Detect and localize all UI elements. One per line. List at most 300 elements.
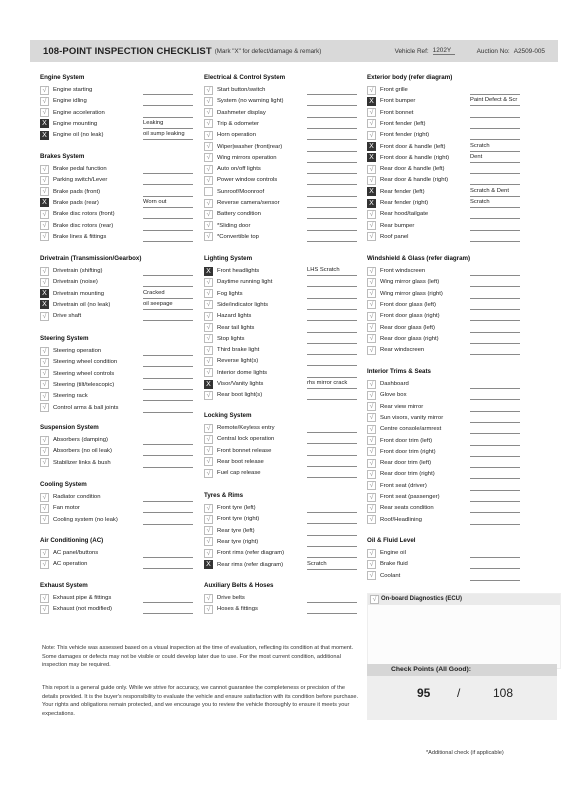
section-title: Oil & Fluid Level <box>367 537 416 544</box>
item-label: Sunroof/Moonroof <box>217 188 265 195</box>
checklist-row <box>40 311 193 321</box>
item-label: AC panel/buttons <box>53 550 99 556</box>
check-box[interactable]: √ <box>367 86 376 95</box>
defect-mark[interactable]: X <box>40 119 49 128</box>
check-box[interactable]: √ <box>204 176 213 185</box>
checklist-row <box>204 468 357 478</box>
remark-field[interactable]: Leaking <box>143 119 193 129</box>
item-label: Roof panel <box>380 233 409 240</box>
defect-mark[interactable]: X <box>40 300 49 309</box>
remark-field[interactable] <box>470 323 520 333</box>
check-box[interactable]: √ <box>40 515 49 524</box>
check-box[interactable]: √ <box>367 391 376 400</box>
remark-field[interactable] <box>307 232 357 242</box>
score-separator: / <box>457 686 461 700</box>
check-box[interactable]: √ <box>204 526 213 535</box>
remark-field[interactable]: oil sump leaking <box>143 130 193 140</box>
check-box[interactable]: √ <box>204 334 213 343</box>
remark-field[interactable] <box>143 221 193 231</box>
check-box[interactable]: √ <box>367 481 376 490</box>
score-box <box>367 664 557 720</box>
remark-field[interactable] <box>307 130 357 140</box>
remark-field[interactable] <box>143 458 193 468</box>
defect-mark[interactable]: X <box>40 131 49 140</box>
remark-field[interactable] <box>143 277 193 287</box>
check-box[interactable] <box>204 187 213 196</box>
remark-field[interactable] <box>470 481 520 491</box>
checklist-row <box>40 391 193 401</box>
checklist-row <box>40 232 193 242</box>
check-box[interactable]: √ <box>204 289 213 298</box>
remark-field[interactable]: Scratch <box>470 198 520 208</box>
checklist-row <box>204 390 357 400</box>
remark-field[interactable] <box>307 85 357 95</box>
remark-field[interactable] <box>307 468 357 478</box>
check-box[interactable]: √ <box>204 424 213 433</box>
check-box[interactable]: √ <box>40 549 49 558</box>
remark-field[interactable] <box>307 390 357 400</box>
checklist-row <box>367 153 520 163</box>
checklist-row <box>367 436 520 446</box>
check-box[interactable]: √ <box>367 289 376 298</box>
remark-field[interactable] <box>470 379 520 389</box>
remark-field[interactable]: LHS Scratch <box>307 266 357 276</box>
checklist-row <box>367 345 520 355</box>
check-box[interactable]: √ <box>40 436 49 445</box>
remark-field[interactable] <box>470 436 520 446</box>
remark-field[interactable] <box>307 604 357 614</box>
checklist-row <box>204 323 357 333</box>
remark-field[interactable] <box>307 277 357 287</box>
check-box[interactable]: √ <box>204 357 213 366</box>
item-label: Rear tyre (left) <box>217 527 255 534</box>
remark-field[interactable] <box>307 175 357 185</box>
check-box[interactable]: √ <box>367 176 376 185</box>
item-label: Steering wheel condition <box>53 359 118 366</box>
remark-field[interactable] <box>470 402 520 412</box>
item-label: Front bumper <box>380 98 416 105</box>
check-box[interactable]: √ <box>40 97 49 106</box>
check-box[interactable]: √ <box>40 369 49 378</box>
checklist-row <box>40 559 193 569</box>
check-box[interactable]: √ <box>367 108 376 117</box>
remark-field[interactable] <box>470 130 520 140</box>
check-box[interactable]: √ <box>204 594 213 603</box>
check-box[interactable]: √ <box>367 425 376 434</box>
remark-field[interactable] <box>307 434 357 444</box>
remark-field[interactable] <box>307 221 357 231</box>
remark-field[interactable] <box>143 446 193 456</box>
remark-field[interactable] <box>143 503 193 513</box>
checklist-row <box>40 175 193 185</box>
checklist-row <box>204 604 357 614</box>
remark-field[interactable] <box>470 345 520 355</box>
remark-field[interactable] <box>470 221 520 231</box>
item-label: Rear door & handle (right) <box>380 177 449 184</box>
check-box[interactable]: √ <box>367 300 376 309</box>
check-box[interactable]: √ <box>204 446 213 455</box>
remark-field[interactable] <box>307 514 357 524</box>
check-box[interactable]: √ <box>40 232 49 241</box>
remark-field[interactable] <box>143 175 193 185</box>
remark-field[interactable] <box>307 593 357 603</box>
check-box[interactable]: √ <box>204 469 213 478</box>
check-box[interactable]: √ <box>204 368 213 377</box>
item-label: Centre console/armrest <box>380 426 442 433</box>
check-box[interactable]: √ <box>40 504 49 513</box>
checklist-row <box>40 130 193 140</box>
check-box[interactable]: √ <box>367 334 376 343</box>
check-box[interactable]: √ <box>40 267 49 276</box>
remark-field[interactable] <box>143 108 193 118</box>
remark-field[interactable] <box>143 187 193 197</box>
check-box[interactable]: √ <box>40 380 49 389</box>
check-box[interactable]: √ <box>204 323 213 332</box>
remark-field[interactable] <box>307 187 357 197</box>
note-paragraph: Note: This vehicle was assessed based on a visual inspection at the time of evaluation, reflecting its condition at that moment. Some damages or defects may not be visible or could develop later due to use. For the most current condition, additional inspection may be required. <box>42 645 354 669</box>
item-label: Drivetrain oil (no leak) <box>53 301 111 308</box>
item-label: Drivetrain (noise) <box>53 279 98 286</box>
check-box[interactable]: √ <box>204 97 213 106</box>
checklist-row <box>367 548 520 558</box>
remark-field[interactable] <box>470 164 520 174</box>
checklist-row <box>367 289 520 299</box>
remark-field[interactable] <box>470 413 520 423</box>
check-box[interactable]: √ <box>204 278 213 287</box>
remark-field[interactable] <box>143 346 193 356</box>
item-label: Parking switch/Lever <box>53 177 108 184</box>
checklist-row <box>367 175 520 185</box>
remark-field[interactable] <box>143 515 193 525</box>
check-box[interactable]: √ <box>40 458 49 467</box>
remark-field[interactable]: Cracked <box>143 289 193 299</box>
remark-field[interactable] <box>307 108 357 118</box>
remark-field[interactable] <box>307 153 357 163</box>
remark-field[interactable] <box>470 85 520 95</box>
remark-field[interactable] <box>307 457 357 467</box>
remark-field[interactable] <box>470 571 520 581</box>
check-box[interactable]: √ <box>367 119 376 128</box>
defect-mark[interactable]: X <box>367 187 376 196</box>
defect-mark[interactable]: X <box>367 97 376 106</box>
check-box[interactable]: √ <box>204 300 213 309</box>
vehicle-ref-value: 1202Y <box>433 47 455 55</box>
check-box[interactable]: √ <box>204 221 213 230</box>
check-box[interactable]: √ <box>367 232 376 241</box>
remark-field[interactable]: Worn out <box>143 198 193 208</box>
check-box[interactable]: √ <box>367 165 376 174</box>
check-box[interactable]: √ <box>367 221 376 230</box>
remark-field[interactable] <box>143 369 193 379</box>
check-box[interactable]: √ <box>40 210 49 219</box>
remark-field[interactable] <box>470 300 520 310</box>
defect-mark[interactable]: X <box>367 153 376 162</box>
check-box[interactable]: √ <box>40 221 49 230</box>
remark-field[interactable] <box>470 447 520 457</box>
remark-field[interactable] <box>307 345 357 355</box>
checklist-row <box>367 458 520 468</box>
check-box[interactable]: √ <box>40 447 49 456</box>
item-label: Power window controls <box>217 177 278 184</box>
remark-field[interactable] <box>470 277 520 287</box>
item-label: *Convertible top <box>217 233 259 240</box>
remark-field[interactable] <box>470 548 520 558</box>
check-box[interactable]: √ <box>204 131 213 140</box>
check-box[interactable]: √ <box>40 605 49 614</box>
check-box[interactable]: √ <box>367 210 376 219</box>
check-box[interactable]: √ <box>204 537 213 546</box>
checklist-row <box>40 277 193 287</box>
item-label: Steering rack <box>53 393 88 400</box>
obd-panel <box>367 593 561 669</box>
remark-field[interactable] <box>143 311 193 321</box>
remark-field[interactable]: Scratch <box>470 142 520 152</box>
item-label: Rear windscreen <box>380 347 425 354</box>
item-label: Coolant <box>380 572 401 579</box>
remark-field[interactable] <box>307 537 357 547</box>
item-label: Brake disc rotors (rear) <box>53 222 114 229</box>
remark-field[interactable] <box>307 334 357 344</box>
check-box[interactable]: √ <box>367 402 376 411</box>
check-box[interactable]: √ <box>367 413 376 422</box>
remark-field[interactable] <box>307 368 357 378</box>
defect-mark[interactable]: X <box>367 199 376 208</box>
check-box[interactable]: √ <box>367 504 376 513</box>
check-box[interactable]: √ <box>40 347 49 356</box>
check-box[interactable]: √ <box>204 504 213 513</box>
remark-field[interactable] <box>143 593 193 603</box>
check-box[interactable]: √ <box>367 131 376 140</box>
item-label: Front door glass (left) <box>380 301 436 308</box>
section-title: Brakes System <box>40 153 85 160</box>
item-label: Rear hood/tailgate <box>380 211 429 218</box>
defect-mark[interactable]: X <box>204 380 213 389</box>
check-box[interactable]: √ <box>40 278 49 287</box>
item-label: Wing mirror glass (left) <box>380 279 440 286</box>
remark-field[interactable] <box>470 390 520 400</box>
check-box[interactable]: √ <box>367 278 376 287</box>
item-label: Dashmeter display <box>217 109 266 116</box>
remark-field[interactable] <box>143 357 193 367</box>
section-title: Air Conditioning (AC) <box>40 537 104 544</box>
defect-mark[interactable]: X <box>204 267 213 276</box>
remark-field[interactable] <box>307 526 357 536</box>
check-box[interactable]: √ <box>40 493 49 502</box>
remark-field[interactable] <box>143 435 193 445</box>
remark-field[interactable]: oil seepage <box>143 300 193 310</box>
checklist-row <box>204 379 357 389</box>
checklist-row <box>40 593 193 603</box>
item-label: Rear seats condition <box>380 505 434 512</box>
check-box[interactable]: √ <box>204 108 213 117</box>
checklist-row <box>367 221 520 231</box>
check-box[interactable]: √ <box>367 470 376 479</box>
item-label: Front headlights <box>217 268 260 274</box>
remark-field[interactable] <box>143 266 193 276</box>
item-label: Rear door glass (right) <box>380 335 439 342</box>
check-box[interactable]: √ <box>204 346 213 355</box>
remark-field[interactable] <box>470 108 520 118</box>
defect-mark[interactable]: X <box>40 198 49 207</box>
item-label: Front tyre (right) <box>217 516 260 523</box>
remark-field[interactable] <box>470 469 520 479</box>
check-box[interactable]: √ <box>204 312 213 321</box>
remark-field[interactable] <box>143 96 193 106</box>
check-box[interactable]: √ <box>40 560 49 569</box>
check-box[interactable]: √ <box>367 447 376 456</box>
remark-field[interactable] <box>307 198 357 208</box>
checklist-row <box>367 379 520 389</box>
remark-field[interactable] <box>307 323 357 333</box>
remark-field[interactable] <box>307 503 357 513</box>
footnote: *Additional check (if applicable) <box>426 750 504 756</box>
obd-check-box[interactable]: √ <box>370 595 379 604</box>
check-box[interactable]: √ <box>40 312 49 321</box>
item-label: Fan motor <box>53 505 80 512</box>
remark-field[interactable] <box>307 548 357 558</box>
item-label: Rear door glass (left) <box>380 324 436 331</box>
remark-field[interactable] <box>307 311 357 321</box>
check-box[interactable]: √ <box>204 457 213 466</box>
item-label: Front door glass (right) <box>380 313 440 320</box>
remark-field[interactable] <box>143 548 193 558</box>
remark-field[interactable] <box>307 209 357 219</box>
item-label: Rear door trim (left) <box>380 460 432 467</box>
check-box[interactable]: √ <box>40 108 49 117</box>
remark-field[interactable] <box>470 559 520 569</box>
item-label: Reverse light(s) <box>217 358 259 365</box>
check-box[interactable]: √ <box>40 358 49 367</box>
remark-field[interactable]: Paint Defect & Scr <box>470 96 520 106</box>
check-box[interactable]: √ <box>367 267 376 276</box>
remark-field[interactable] <box>470 209 520 219</box>
remark-field[interactable] <box>307 289 357 299</box>
check-box[interactable]: √ <box>204 391 213 400</box>
item-label: Rear fender (right) <box>380 200 429 206</box>
remark-field[interactable] <box>470 311 520 321</box>
score-total: 108 <box>493 686 514 700</box>
check-box[interactable]: √ <box>204 142 213 151</box>
check-box[interactable]: √ <box>367 312 376 321</box>
checklist-row <box>204 548 357 558</box>
check-box[interactable]: √ <box>204 232 213 241</box>
remark-field[interactable] <box>143 559 193 569</box>
item-label: Engine oil (no leak) <box>53 132 104 139</box>
check-box[interactable]: √ <box>367 346 376 355</box>
checklist-row <box>204 593 357 603</box>
remark-field[interactable] <box>143 232 193 242</box>
remark-field[interactable] <box>143 492 193 502</box>
defect-mark[interactable]: X <box>40 289 49 298</box>
check-box[interactable]: √ <box>204 153 213 162</box>
check-box[interactable]: √ <box>40 392 49 401</box>
check-box[interactable]: √ <box>204 210 213 219</box>
check-box[interactable]: √ <box>204 515 213 524</box>
remark-field[interactable] <box>470 175 520 185</box>
remark-field[interactable]: Scratch <box>307 560 357 570</box>
check-box[interactable]: √ <box>367 323 376 332</box>
check-box[interactable]: √ <box>367 560 376 569</box>
remark-field[interactable] <box>470 503 520 513</box>
check-box[interactable]: √ <box>367 380 376 389</box>
check-box[interactable]: √ <box>367 459 376 468</box>
check-box[interactable]: √ <box>40 594 49 603</box>
remark-field[interactable] <box>470 119 520 129</box>
section-title: Engine System <box>40 74 85 81</box>
check-box[interactable]: √ <box>40 187 49 196</box>
remark-field[interactable] <box>307 164 357 174</box>
auction-no-label: Auction No: <box>476 47 510 55</box>
check-box[interactable]: √ <box>204 119 213 128</box>
remark-field[interactable] <box>143 164 193 174</box>
check-box[interactable]: √ <box>204 165 213 174</box>
remark-field[interactable] <box>470 289 520 299</box>
item-label: Front door trim (left) <box>380 437 433 444</box>
check-box[interactable]: √ <box>204 86 213 95</box>
remark-field[interactable]: rhs mirror crack <box>307 379 357 389</box>
item-label: Exhaust pipe & fittings <box>53 595 112 601</box>
remark-field[interactable] <box>307 300 357 310</box>
remark-field[interactable] <box>307 423 357 433</box>
remark-field[interactable] <box>470 458 520 468</box>
remark-field[interactable] <box>307 96 357 106</box>
checklist-row <box>204 526 357 536</box>
item-label: Rear bumper <box>380 222 415 229</box>
check-box[interactable]: √ <box>204 605 213 614</box>
check-box[interactable]: √ <box>367 571 376 580</box>
check-box[interactable]: √ <box>40 403 49 412</box>
check-box[interactable]: √ <box>40 165 49 174</box>
remark-field[interactable] <box>143 403 193 413</box>
check-box[interactable]: √ <box>367 549 376 558</box>
remark-field[interactable] <box>470 334 520 344</box>
remark-field[interactable] <box>470 515 520 525</box>
checklist-row <box>40 380 193 390</box>
remark-field[interactable] <box>307 119 357 129</box>
remark-field[interactable] <box>143 85 193 95</box>
checklist-row <box>367 142 520 152</box>
remark-field[interactable] <box>143 604 193 614</box>
check-box[interactable]: √ <box>204 549 213 558</box>
check-box[interactable]: √ <box>204 435 213 444</box>
remark-field[interactable] <box>307 142 357 152</box>
remark-field[interactable] <box>470 232 520 242</box>
remark-field[interactable] <box>143 380 193 390</box>
check-box[interactable]: √ <box>367 436 376 445</box>
remark-field[interactable] <box>470 492 520 502</box>
remark-field[interactable]: Dent <box>470 153 520 163</box>
defect-mark[interactable]: X <box>204 560 213 569</box>
check-box[interactable]: √ <box>367 493 376 502</box>
remark-field[interactable]: Scratch & Dent <box>470 187 520 197</box>
score-title: Check Points (All Good): <box>391 666 472 673</box>
remark-field[interactable] <box>143 209 193 219</box>
checklist-row <box>367 323 520 333</box>
remark-field[interactable] <box>470 424 520 434</box>
check-box[interactable]: √ <box>40 176 49 185</box>
checklist-row <box>40 119 193 129</box>
defect-mark[interactable]: X <box>367 142 376 151</box>
remark-field[interactable] <box>307 356 357 366</box>
check-box[interactable]: √ <box>204 199 213 208</box>
check-box[interactable]: √ <box>40 86 49 95</box>
remark-field[interactable] <box>143 391 193 401</box>
check-box[interactable]: √ <box>367 515 376 524</box>
checklist-row <box>204 514 357 524</box>
remark-field[interactable] <box>470 266 520 276</box>
remark-field[interactable] <box>307 446 357 456</box>
checklist-row <box>367 515 520 525</box>
